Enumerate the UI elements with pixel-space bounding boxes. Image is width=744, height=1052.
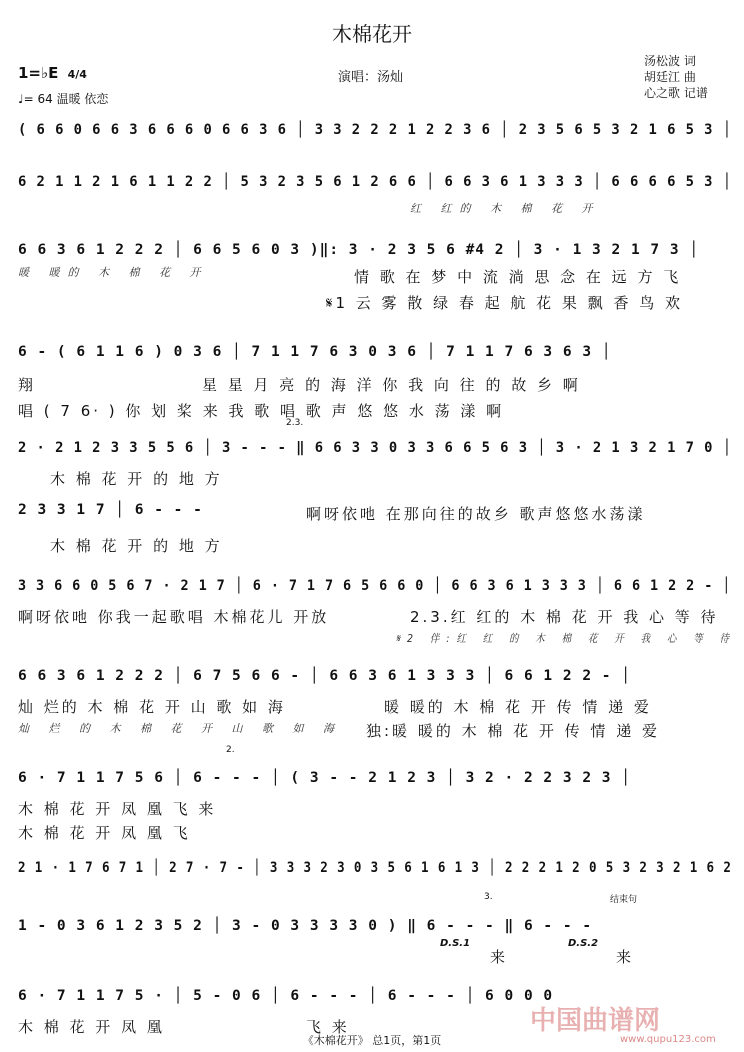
watermark-logo: 中国曲谱网 bbox=[530, 1006, 661, 1036]
lyric-line: 唱 ( 7 6· ) 你 划 桨 来 我 歌 唱 歌 声 悠 悠 水 荡 漾 啊 bbox=[18, 402, 505, 420]
lyric-line: 暖 暖的 木 棉 花 开 传 情 递 爱 bbox=[384, 698, 652, 716]
notation-row: 6 6 3 6 1 2 2 2 │ 6 6 5 6 0 3 )‖: 3 · 2 3 5 6 #4 2 │ 3 · 1 3 2 1 7 3 │ bbox=[18, 242, 700, 258]
notation-row: 2 3 3 1 7 │ 6 - - - bbox=[18, 502, 203, 518]
song-title: 木棉花开 bbox=[332, 22, 412, 46]
lyric-line: 啊呀依吔 在那向往的故乡 歌声悠悠水荡漾 bbox=[306, 505, 646, 523]
volta-3: 3. bbox=[484, 892, 493, 902]
ds1-mark: D.S.1 bbox=[440, 938, 471, 949]
lyricist-credit: 汤松波 词 bbox=[644, 54, 696, 68]
notation-row: 6 2 1 1 2 1 6 1 1 2 2 │ 5 3 2 3 5 6 1 2 6 6 │ 6 6 3 6 1 3 3 3 │ 6 6 6 6 5 3 │ bbox=[18, 174, 732, 190]
singer-credit: 演唱：汤灿 bbox=[338, 70, 404, 85]
ds2-mark: D.S.2 bbox=[568, 938, 599, 949]
volta-2: 2. bbox=[226, 745, 235, 755]
notation-row: 6 6 3 6 1 2 2 2 │ 6 7 5 6 6 - │ 6 6 3 6 1 3 3 3 │ 6 6 1 2 2 - │ bbox=[18, 668, 631, 684]
lyric-line: 木 棉 花 开 凤 凰 飞 bbox=[18, 824, 191, 842]
lyric-line: 木 棉 花 开 的 地 方 bbox=[50, 470, 223, 488]
transcriber-credit: 心之歌 记谱 bbox=[644, 86, 708, 100]
page-footer: 《木棉花开》 总1页，第1页 bbox=[302, 1034, 442, 1047]
key-signature bbox=[18, 64, 87, 82]
lyric-line: 𝄋1 云 雾 散 绿 春 起 航 花 果 飘 香 鸟 欢 bbox=[326, 294, 683, 312]
notation-row: 2 1 · 1 7 6 7 1 │ 2 7 · 7 - │ 3 3 3 2 3 0 3 5 6 1 6 1 3 │ 2 2 2 1 2 0 5 3 2 3 2 1 6 2 bbox=[18, 860, 732, 876]
lyric-line: 𝄋2 伴:红 红 的 木 棉 花 开 我 心 等 待 bbox=[396, 632, 736, 645]
lyric-line: 木 棉 花 开 凤 凰 飞 来 bbox=[18, 800, 217, 818]
lyric-line: 独:暖 暖的 木 棉 花 开 传 情 递 爱 bbox=[366, 722, 660, 740]
composer-credit: 胡廷江 曲 bbox=[644, 70, 696, 84]
lyric-line: 星 星 月 亮 的 海 洋 你 我 向 往 的 故 乡 啊 bbox=[202, 376, 581, 394]
lyric-line: 啊呀依吔 你我一起歌唱 木棉花儿 开放 bbox=[18, 608, 330, 626]
time-signature: 4/4 bbox=[67, 68, 87, 81]
lyric-line: 木 棉 花 开 的 地 方 bbox=[50, 537, 223, 555]
lyric-line: 暖 暖的 木 棉 花 开 bbox=[18, 266, 209, 279]
lyric-line: 木 棉 花 开 凤 凰 bbox=[18, 1018, 165, 1036]
notation-row: 6 - ( 6 1 1 6 ) 0 3 6 │ 7 1 1 7 6 3 0 3 6 │ 7 1 1 7 6 3 6 3 │ bbox=[18, 344, 612, 360]
lyric-line: 来 bbox=[490, 948, 509, 966]
ending-mark: 结束句 bbox=[610, 895, 638, 905]
lyric-line: 灿 烂的 木 棉 花 开 山 歌 如 海 bbox=[18, 698, 286, 716]
notation-row: ( 6 6 0 6 6 3 6 6 6 0 6 6 3 6 │ 3 3 2 2 2 1 2 2 3 6 │ 2 3 5 6 5 3 2 1 6 5 3 │ bbox=[18, 122, 732, 138]
key-label: 1=♭E bbox=[18, 64, 59, 82]
notation-row: 2 · 2 1 2 3 3 5 5 6 │ 3 - - - ‖ 6 6 3 3 0 3 3 6 6 5 6 3 │ 3 · 2 1 3 2 1 7 0 │ bbox=[18, 440, 732, 456]
lyric-line: 飞 来 bbox=[306, 1018, 350, 1036]
notation-row: 3 3 6 6 0 5 6 7 · 2 1 7 │ 6 · 7 1 7 6 5 6 6 0 │ 6 6 3 6 1 3 3 3 │ 6 6 1 2 2 - │ bbox=[18, 578, 732, 594]
lyric-line: 红 红的 木 棉 花 开 bbox=[410, 202, 601, 215]
lyric-line: 2.3.红 红的 木 棉 花 开 我 心 等 待 bbox=[410, 608, 719, 626]
notation-row: 1 - 0 3 6 1 2 3 5 2 │ 3 - 0 3 3 3 3 0 ) ‖ 6 - - - ‖ 6 - - - bbox=[18, 918, 593, 934]
lyric-line: 翔 bbox=[18, 376, 37, 394]
tempo-marking: ♩= 64 温暖 依恋 bbox=[18, 92, 109, 106]
notation-row: 6 · 7 1 1 7 5 6 │ 6 - - - │ ( 3 - - 2 1 2 3 │ 3 2 · 2 2 3 2 3 │ bbox=[18, 770, 631, 786]
watermark-url: www.qupu123.com bbox=[620, 1034, 716, 1045]
lyric-line: 灿 烂 的 木 棉 花 开 山 歌 如 海 bbox=[18, 722, 342, 735]
volta-2-3: 2.3. bbox=[286, 418, 304, 428]
lyric-line: 来 bbox=[616, 948, 635, 966]
notation-row: 6 · 7 1 1 7 5 · │ 5 - 0 6 │ 6 - - - │ 6 - - - │ 6 0 0 0 bbox=[18, 988, 554, 1004]
lyric-line: 情 歌 在 梦 中 流 淌 思 念 在 远 方 飞 bbox=[354, 268, 682, 286]
